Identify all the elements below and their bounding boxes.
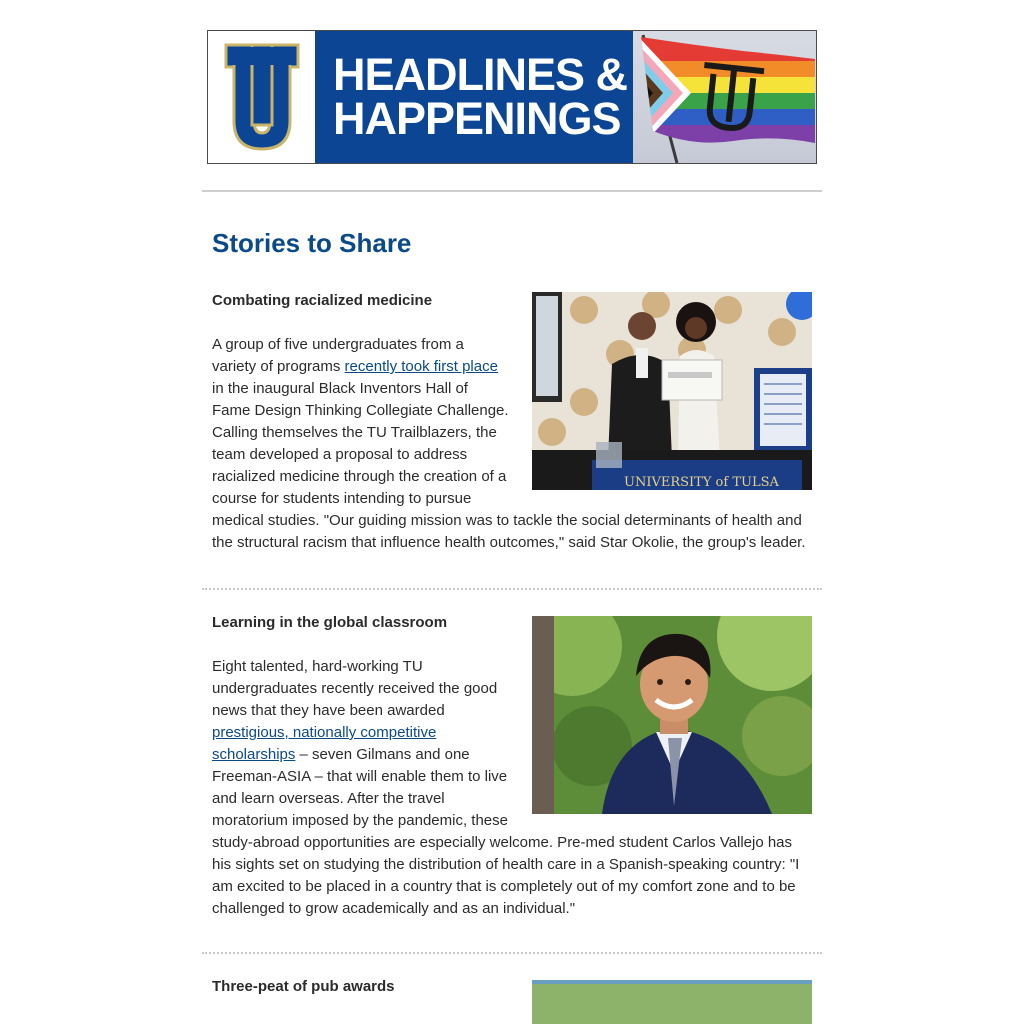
story-heading: Combating racialized medicine [212,292,433,309]
scholarships-link[interactable]: prestigious, nationally competitive scholarships [212,724,437,763]
section-title: Stories to Share [212,228,412,258]
story-item [202,976,822,998]
story-photo-award [532,292,812,490]
tu-logo [208,31,315,163]
story-divider [202,952,822,954]
story-heading: Learning in the global classroom [212,614,448,631]
story-item [202,290,822,588]
newsletter [202,0,822,998]
banner-title [315,31,633,163]
story-photo-student [532,616,812,814]
pride-flag-image [633,31,816,163]
story-body-text: Eight talented, hard-working TU undergraduates recently received the good news that they have been awarded [212,658,498,719]
banner-divider [202,190,822,192]
story-body-text: – seven Gilmans and one Freeman-ASIA – that will enable them to live and learn overseas. After the travel moratorium imposed by the pandemic, these study-abroad opportunities are especially welcome. Pre-med student Carlos Vallejo has his sights set on studying the distribution of health care in a Spanish-speaking country: "I am excited to be placed in a country that is completely out of my comfort zone and to be challenged to grow academically and as an individual." [212,746,800,917]
banner-title-line1: HEADLINES & [333,49,628,100]
story-body-text: A group of five undergraduates from a variety of programs [212,336,464,375]
story-photo-partial [532,980,812,1024]
story-divider [202,588,822,590]
newsletter-banner [207,30,817,164]
first-place-link[interactable]: recently took first place [344,358,498,375]
story-heading: Three-peat of pub awards [212,978,395,995]
tulsa-banner-text: UNIVERSITY of TULSA [624,475,779,490]
banner-title-line2: HAPPENINGS [333,93,621,144]
story-body-text: in the inaugural Black Inventors Hall of Fame Design Thinking Collegiate Challenge. Calling themselves the TU Trailblazers, the team developed a proposal to address racialized medicine through the creation of a course for students intending to pursue medical studies. "Our guiding mission was to tackle the social determinants of health and the structural racism that influence health outcomes," said Star Okolie, the group's leader. [212,380,806,551]
story-item [202,612,822,952]
